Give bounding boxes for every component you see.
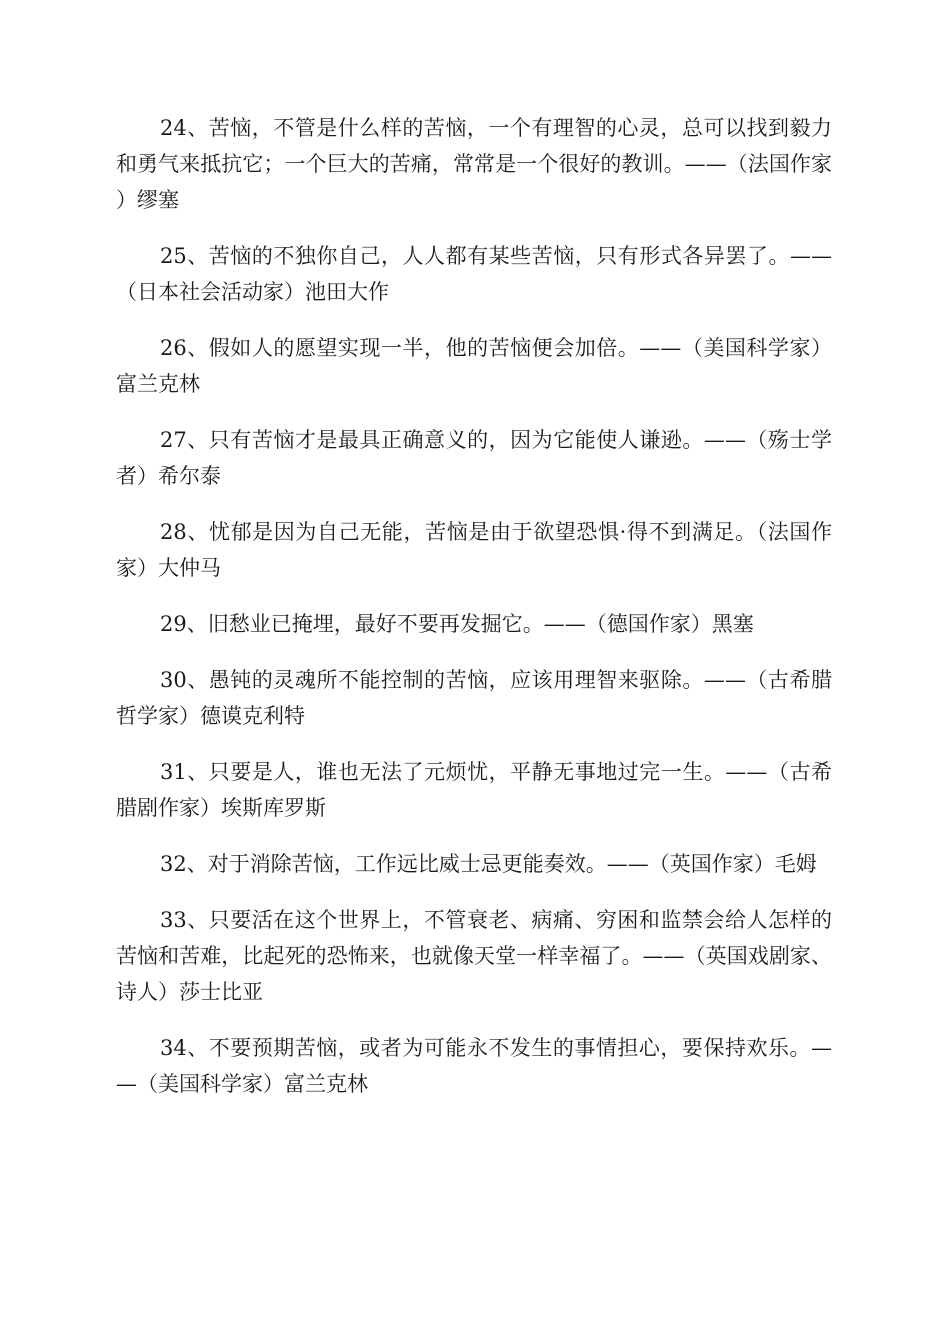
quote-paragraph: 32、对于消除苦恼，工作远比威士忌更能奏效。——（英国作家）毛姆 bbox=[160, 852, 817, 876]
quote-paragraph: 24、苦恼，不管是什么样的苦恼，一个有理智的心灵，总可以找到毅力和勇气来抵抗它；一个巨大的苦痛，常常是一个很好的教训。——（法国作家）缪塞 bbox=[116, 116, 832, 212]
quote-paragraph: 28、忧郁是因为自己无能，苦恼是由于欲望恐惧·得不到满足。（法国作家）大仲马 bbox=[116, 520, 832, 580]
quote-paragraph: 26、假如人的愿望实现一半，他的苦恼便会加倍。——（美国科学家）富兰克林 bbox=[116, 336, 832, 396]
quote-paragraph: 31、只要是人，谁也无法了元烦忧，平静无事地过完一生。——（古希腊剧作家）埃斯库罗斯 bbox=[116, 760, 832, 820]
quote-paragraph: 30、愚钝的灵魂所不能控制的苦恼，应该用理智来驱除。——（古希腊哲学家）德谟克利特 bbox=[116, 668, 832, 728]
document-page bbox=[116, 110, 832, 1122]
quote-paragraph: 34、不要预期苦恼，或者为可能永不发生的事情担心，要保持欢乐。——（美国科学家）富兰克林 bbox=[116, 1036, 832, 1096]
quote-paragraph: 25、苦恼的不独你自己，人人都有某些苦恼，只有形式各异罢了。——（日本社会活动家）池田大作 bbox=[116, 244, 832, 304]
quote-paragraph: 27、只有苦恼才是最具正确意义的，因为它能使人谦逊。——（殇士学者）希尔泰 bbox=[116, 428, 832, 488]
quote-paragraph: 29、旧愁业已掩埋，最好不要再发掘它。——（德国作家）黑塞 bbox=[160, 612, 754, 636]
quote-paragraph: 33、只要活在这个世界上，不管衰老、病痛、穷困和监禁会给人怎样的苦恼和苦难，比起死的恐怖来，也就像天堂一样幸福了。——（英国戏剧家、诗人）莎士比亚 bbox=[116, 908, 832, 1004]
